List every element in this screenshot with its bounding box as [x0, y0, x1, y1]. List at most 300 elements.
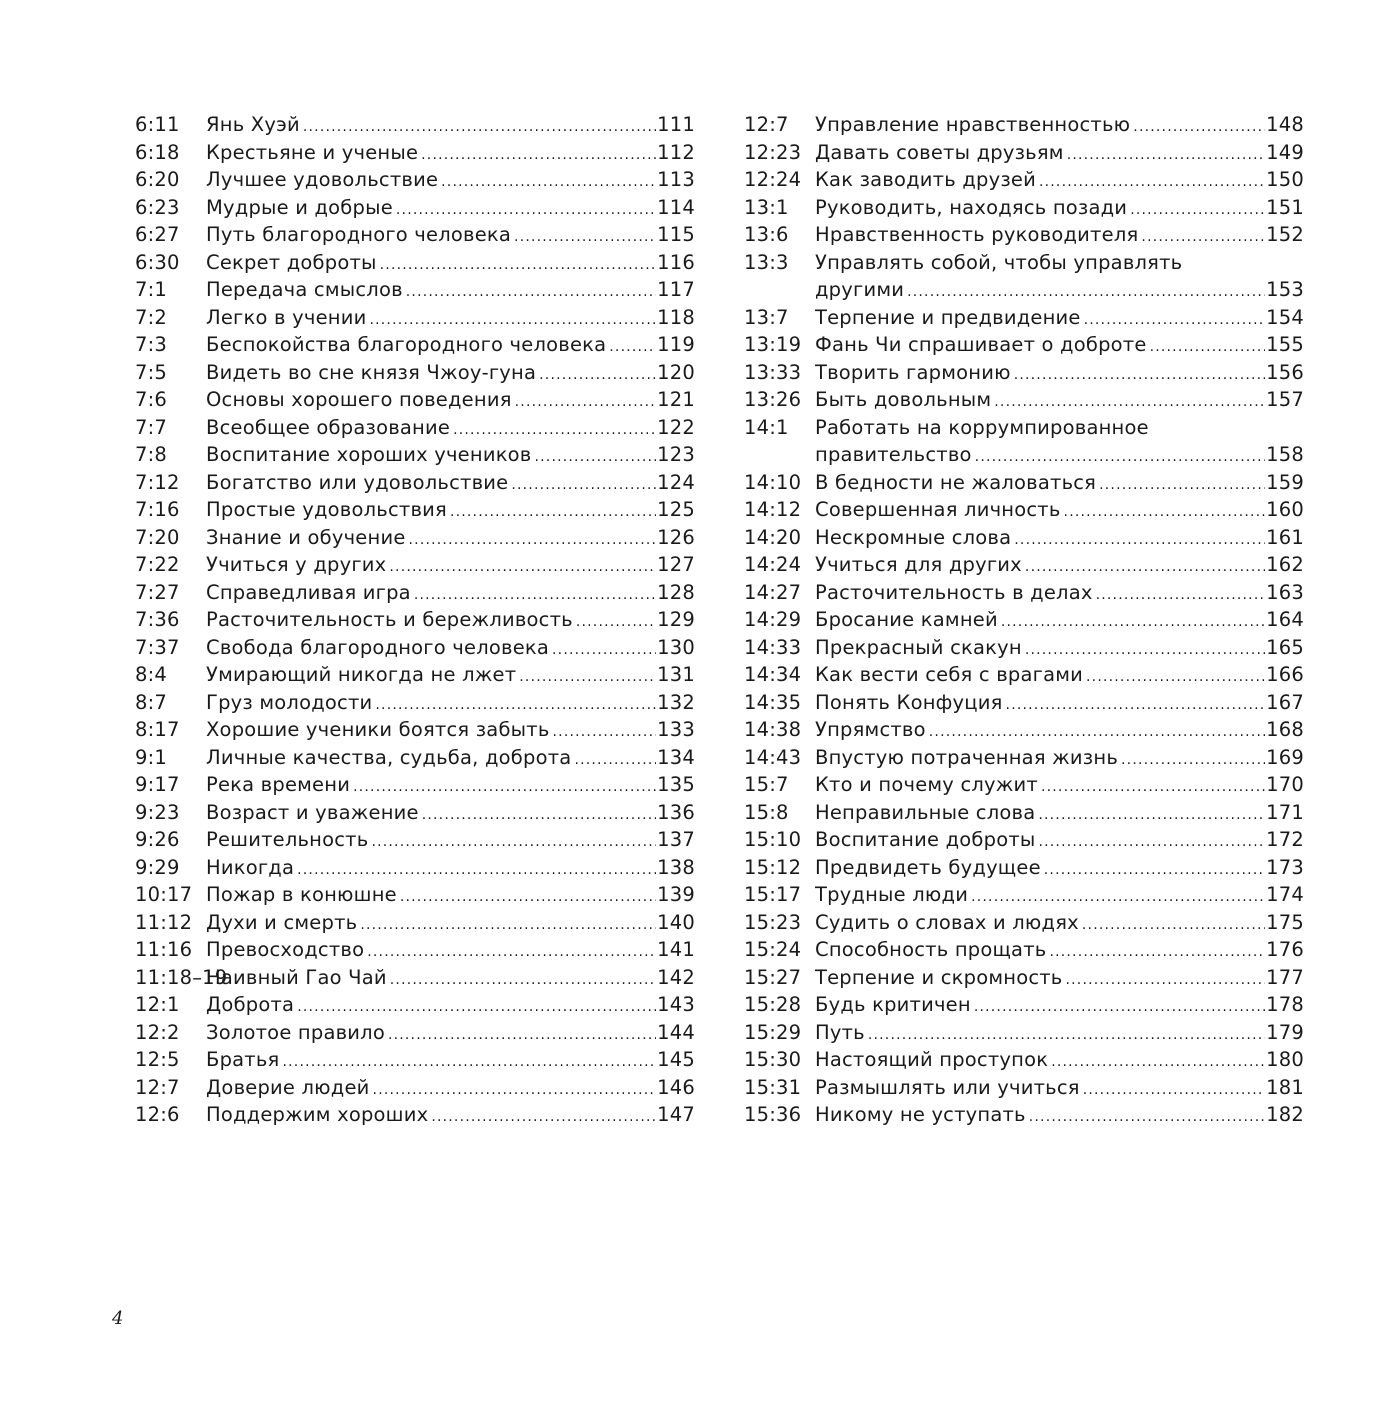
- toc-entry: [135, 799, 695, 827]
- toc-entry: [744, 854, 1304, 882]
- dot-leader: [1051, 1049, 1265, 1077]
- toc-entry: [135, 1074, 695, 1102]
- dot-leader: [1025, 554, 1265, 582]
- dot-leader: [574, 747, 656, 775]
- toc-entry: [744, 304, 1304, 332]
- toc-entry: [135, 276, 695, 304]
- toc-entry-ref: 15:30: [744, 1048, 802, 1071]
- toc-entry: [744, 909, 1304, 937]
- toc-entry-ref: 7:2: [135, 305, 167, 329]
- toc-entry-body: [815, 716, 1265, 747]
- toc-entry-title: Воспитание хороших учеников: [206, 443, 532, 466]
- toc-entry-title: Руководить, находясь позади: [815, 195, 1128, 219]
- toc-entry-ref: 12:1: [135, 993, 180, 1016]
- toc-entry-title: Трудные люди: [815, 883, 969, 906]
- toc-entry-title: Знание и обучение: [206, 525, 406, 549]
- dot-leader: [422, 802, 656, 830]
- toc-entry-page: 132: [657, 690, 695, 714]
- toc-entry-page: 164: [1266, 608, 1304, 631]
- toc-entry-title: Лучшее удовольствие: [206, 168, 439, 191]
- toc-entry-body: [815, 166, 1265, 197]
- toc-entry-body: [815, 414, 1303, 445]
- toc-entry: [744, 166, 1304, 194]
- dot-leader: [535, 444, 657, 472]
- toc-entry-page: 112: [657, 140, 695, 164]
- toc-entry-ref: 11:16: [135, 938, 193, 961]
- toc-entry-ref: 6:18: [135, 140, 180, 164]
- toc-entry-ref: 15:29: [744, 1020, 802, 1044]
- toc-entry: [744, 799, 1304, 827]
- dot-leader: [1082, 912, 1265, 940]
- dot-leader: [1038, 829, 1265, 857]
- dot-leader: [406, 279, 656, 307]
- toc-entry-body: [206, 111, 656, 142]
- dot-leader: [450, 499, 656, 527]
- dot-leader: [1039, 169, 1265, 197]
- toc-entry: [135, 854, 695, 882]
- toc-entry-body: [206, 964, 656, 995]
- toc-entry-body: [206, 414, 656, 445]
- toc-entry-ref: 15:10: [744, 828, 802, 851]
- toc-entry: [135, 661, 695, 689]
- dot-leader: [388, 1022, 656, 1050]
- toc-entry-page: 155: [1266, 333, 1304, 356]
- toc-entry-ref: 10:17: [135, 883, 193, 906]
- toc-entry-body: [206, 744, 656, 775]
- toc-entry-page: 145: [657, 1048, 695, 1071]
- toc-entry: [135, 716, 695, 744]
- toc-entry: [135, 441, 695, 469]
- toc-entry-title: Секрет доброты: [206, 250, 377, 274]
- toc-entry-ref: 15:7: [744, 773, 789, 796]
- toc-entry-body: [815, 194, 1265, 225]
- toc-entry-body: [815, 111, 1265, 142]
- toc-entry: [135, 579, 695, 607]
- dot-leader: [414, 582, 656, 610]
- dot-leader: [1014, 527, 1265, 555]
- toc-entry-body: [206, 936, 656, 967]
- toc-entry-body: [815, 661, 1265, 692]
- toc-entry: [135, 139, 695, 167]
- toc-entry-body: [206, 359, 656, 390]
- toc-entry: [744, 964, 1304, 992]
- toc-entry-body: [206, 469, 656, 500]
- toc-entry: [135, 414, 695, 442]
- dot-leader: [1084, 307, 1266, 335]
- toc-entry-body: [815, 771, 1265, 802]
- toc-entry-ref: 14:38: [744, 718, 802, 741]
- toc-entry-body: [815, 1019, 1265, 1050]
- toc-entry-page: 171: [1266, 800, 1304, 824]
- toc-entry-title: Свобода благородного человека: [206, 635, 550, 659]
- dot-leader: [539, 362, 656, 390]
- toc-entry-ref: 15:23: [744, 910, 802, 934]
- dot-leader: [1141, 224, 1265, 252]
- toc-entry-ref: 15:28: [744, 993, 802, 1016]
- toc-entry-body: [815, 276, 1265, 307]
- page-number: 4: [112, 1308, 124, 1329]
- toc-entry-title: Передача смыслов: [206, 278, 403, 301]
- toc-entry-body: [815, 991, 1265, 1022]
- toc-entry-title: Судить о словах и людях: [815, 910, 1079, 934]
- toc-entry-title: Прекрасный скакун: [815, 635, 1022, 659]
- toc-entry-ref: 15:24: [744, 938, 802, 961]
- toc-entry: [744, 579, 1304, 607]
- toc-entry-title: Кто и почему служит: [815, 773, 1038, 796]
- toc-entry-page: 157: [1266, 388, 1304, 411]
- toc-entry-title: другими: [815, 278, 905, 301]
- dot-leader: [1150, 334, 1266, 362]
- toc-entry-page: 166: [1266, 663, 1304, 686]
- toc-entry-body: [815, 1074, 1265, 1105]
- toc-entry-title: Доверие людей: [206, 1075, 370, 1099]
- toc-entry-ref: 15:36: [744, 1103, 802, 1126]
- toc-entry-ref: 12:7: [135, 1075, 180, 1099]
- toc-entry-title: Учиться у других: [206, 553, 387, 576]
- toc-entry-ref: 7:27: [135, 580, 180, 604]
- toc-entry-title: Будь критичен: [815, 993, 971, 1016]
- toc-entry-page: 153: [1266, 278, 1304, 301]
- dot-leader: [453, 417, 656, 445]
- toc-entry: [135, 634, 695, 662]
- toc-entry: [135, 1046, 695, 1074]
- toc-entry-body: [206, 1074, 656, 1105]
- toc-entry-ref: 9:29: [135, 855, 180, 879]
- toc-entry: [135, 249, 695, 277]
- toc-entry-title: Путь: [815, 1020, 865, 1044]
- toc-entry-body: [206, 524, 656, 555]
- toc-entry-title: Река времени: [206, 773, 351, 796]
- toc-entry-page: 140: [657, 910, 695, 934]
- toc-entry: [135, 991, 695, 1019]
- toc-entry-title: Терпение и предвидение: [815, 305, 1081, 329]
- toc-entry-page: 168: [1266, 718, 1304, 741]
- dot-leader: [974, 994, 1265, 1022]
- dot-leader: [360, 912, 656, 940]
- toc-entry-page: 151: [1266, 195, 1304, 219]
- toc-entry-page: 120: [657, 360, 695, 384]
- toc-entry-title: Впустую потраченная жизнь: [815, 745, 1119, 769]
- toc-entry-page: 137: [657, 828, 695, 851]
- toc-entry-body: [206, 551, 656, 582]
- toc-entry-page: 174: [1266, 883, 1304, 906]
- toc-entry-title: Золотое правило: [206, 1020, 385, 1044]
- toc-entry: [744, 139, 1304, 167]
- dot-leader: [515, 389, 657, 417]
- dot-leader: [868, 1022, 1265, 1050]
- toc-entry-body: [815, 359, 1265, 390]
- toc-entry-ref: 12:2: [135, 1020, 180, 1044]
- toc-entry-ref: 7:12: [135, 470, 180, 494]
- toc-entry: [135, 111, 695, 139]
- toc-entry-title: Всеобщее образование: [206, 415, 451, 439]
- dot-leader: [1067, 142, 1265, 170]
- dot-leader: [1130, 197, 1265, 225]
- toc-entry-ref: 6:27: [135, 223, 180, 246]
- toc-entry-body: [206, 194, 656, 225]
- toc-entry-title: Беспокойства благородного человека: [206, 333, 607, 356]
- toc-entry-ref: 14:43: [744, 745, 802, 769]
- dot-leader: [975, 444, 1266, 472]
- toc-entry-title: Груз молодости: [206, 690, 373, 714]
- toc-entry-ref: 8:4: [135, 663, 167, 686]
- toc-entry-ref: 7:16: [135, 498, 180, 521]
- toc-entry-page: 128: [657, 580, 695, 604]
- toc-entry-ref: 14:24: [744, 553, 802, 576]
- toc-entry-ref: 13:33: [744, 360, 802, 384]
- toc-entry-body: [206, 276, 656, 307]
- toc-entry-ref: 12:5: [135, 1048, 180, 1071]
- toc-entry: [744, 221, 1304, 249]
- toc-entry-ref: 15:12: [744, 855, 802, 879]
- toc-entry-title: Богатство или удовольствие: [206, 470, 509, 494]
- toc-entry-body: [815, 139, 1265, 170]
- toc-entry-ref: 7:20: [135, 525, 180, 549]
- toc-entry-body: [206, 1019, 656, 1050]
- toc-entry-title: Упрямство: [815, 718, 926, 741]
- dot-leader: [421, 142, 656, 170]
- dot-leader: [1064, 499, 1266, 527]
- toc-entry-body: [815, 524, 1265, 555]
- toc-entry-page: 182: [1266, 1103, 1304, 1126]
- toc-entry: [135, 221, 695, 249]
- dot-leader: [994, 389, 1265, 417]
- toc-entry-ref: 14:35: [744, 690, 802, 714]
- dot-leader: [609, 334, 656, 362]
- toc-entry-ref: 7:36: [135, 608, 180, 631]
- toc-entry-title: Фань Чи спрашивает о доброте: [815, 333, 1147, 356]
- toc-entry-body: [206, 661, 656, 692]
- toc-entry-ref: 9:1: [135, 745, 167, 769]
- toc-left-column: [135, 111, 695, 1129]
- toc-entry-ref: 13:6: [744, 223, 789, 246]
- toc-entry: [744, 606, 1304, 634]
- toc-entry-page: 113: [657, 168, 695, 191]
- toc-entry-body: [206, 881, 656, 912]
- toc-entry: [744, 634, 1304, 662]
- toc-entry-page: 129: [657, 608, 695, 631]
- dot-leader: [552, 637, 656, 665]
- toc-entry-page: 161: [1266, 525, 1304, 549]
- toc-entry-title: Путь благородного человека: [206, 223, 512, 246]
- toc-entry-body: [206, 139, 656, 170]
- dot-leader: [1099, 472, 1265, 500]
- dot-leader: [1025, 637, 1265, 665]
- toc-entry-page: 180: [1266, 1048, 1304, 1071]
- dot-leader: [373, 1077, 657, 1105]
- toc-entry-title: Личные качества, судьба, доброта: [206, 745, 572, 769]
- toc-entry-page: 176: [1266, 938, 1304, 961]
- toc-entry-title: Нескромные слова: [815, 525, 1012, 549]
- toc-entry-title: Братья: [206, 1048, 280, 1071]
- toc-entry-body: [815, 441, 1265, 472]
- toc-entry-ref: 11:12: [135, 910, 193, 934]
- toc-entry-page: 158: [1266, 443, 1304, 466]
- toc-entry-title: Видеть во сне князя Чжоу-гуна: [206, 360, 537, 384]
- dot-leader: [367, 939, 656, 967]
- toc-entry-ref: 9:26: [135, 828, 180, 851]
- toc-entry-ref: 6:30: [135, 250, 180, 274]
- dot-leader: [576, 609, 656, 637]
- toc-entry-title: Основы хорошего поведения: [206, 388, 512, 411]
- dot-leader: [1029, 1104, 1265, 1132]
- toc-entry-title: Как вести себя с врагами: [815, 663, 1084, 686]
- toc-entry-body: [206, 579, 656, 610]
- toc-entry-ref: 9:23: [135, 800, 180, 824]
- toc-entry: [135, 606, 695, 634]
- dot-leader: [929, 719, 1265, 747]
- toc-entry-title: Простые удовольствия: [206, 498, 447, 521]
- toc-entry-page: 121: [657, 388, 695, 411]
- toc-entry-title: Легко в учении: [206, 305, 367, 329]
- toc-entry-body: [815, 1101, 1265, 1132]
- toc-entry-page: 156: [1266, 360, 1304, 384]
- toc-entry: [135, 1019, 695, 1047]
- toc-entry-page: 143: [657, 993, 695, 1016]
- toc-entry-title: Учиться для других: [815, 553, 1022, 576]
- toc-entry-page: 111: [657, 113, 695, 136]
- toc-entry-page: 177: [1266, 965, 1304, 989]
- toc-entry-page: 125: [657, 498, 695, 521]
- toc-entry-ref: 13:7: [744, 305, 789, 329]
- toc-entry-ref: 13:19: [744, 333, 802, 356]
- toc-entry-title: Пожар в конюшне: [206, 883, 397, 906]
- toc-entry-title: Воспитание доброты: [815, 828, 1036, 851]
- toc-entry-title: Наивный Гао Чай: [206, 965, 387, 989]
- toc-entry: [135, 936, 695, 964]
- toc-entry-body: [815, 221, 1265, 252]
- dot-leader: [380, 252, 657, 280]
- toc-entry: [744, 881, 1304, 909]
- toc-entry-title: Бросание камней: [815, 608, 998, 631]
- dot-leader: [283, 1049, 657, 1077]
- toc-entry-title: Мудрые и добрые: [206, 195, 393, 219]
- toc-entry-body: [206, 634, 656, 665]
- toc-entry-title: Решительность: [206, 828, 369, 851]
- toc-entry-page: 142: [657, 965, 695, 989]
- toc-entry: [744, 386, 1304, 414]
- toc-entry-body: [206, 304, 656, 335]
- toc-entry-page: 163: [1266, 580, 1304, 604]
- dot-leader: [1049, 939, 1265, 967]
- toc-entry-title: Расточительность в делах: [815, 580, 1093, 604]
- toc-entry-body: [815, 579, 1265, 610]
- dot-leader: [396, 197, 656, 225]
- toc-entry: [744, 441, 1304, 469]
- toc-entry-ref: 11:18–19: [135, 965, 228, 989]
- toc-entry-title: Доброта: [206, 993, 295, 1016]
- toc-entry-body: [206, 799, 656, 830]
- dot-leader: [1066, 967, 1266, 995]
- dot-leader: [514, 224, 656, 252]
- toc-entry-title: Быть довольным: [815, 388, 992, 411]
- toc-entry-page: 152: [1266, 223, 1304, 246]
- toc-entry-body: [206, 854, 656, 885]
- toc-entry: [135, 689, 695, 717]
- toc-entry-body: [815, 386, 1265, 417]
- toc-entry: [135, 524, 695, 552]
- toc-entry-ref: 7:6: [135, 388, 167, 411]
- toc-entry-page: 119: [657, 333, 695, 356]
- toc-entry: [135, 194, 695, 222]
- toc-entry-title: Крестьяне и ученые: [206, 140, 419, 164]
- dot-leader: [1001, 609, 1265, 637]
- toc-entry-page: 134: [657, 745, 695, 769]
- toc-entry-ref: 14:1: [744, 415, 789, 439]
- toc-entry-title: Настоящий проступок: [815, 1048, 1049, 1071]
- dot-leader: [519, 664, 656, 692]
- toc-entry-title: Предвидеть будущее: [815, 855, 1041, 879]
- toc-entry-body: [206, 771, 656, 802]
- dot-leader: [303, 114, 656, 142]
- toc-entry-body: [815, 551, 1265, 582]
- toc-entry: [744, 249, 1304, 277]
- toc-entry-title: Возраст и уважение: [206, 800, 419, 824]
- toc-entry-ref: 14:33: [744, 635, 802, 659]
- toc-entry-page: 167: [1266, 690, 1304, 714]
- dot-leader: [907, 279, 1265, 307]
- toc-entry-page: 178: [1266, 993, 1304, 1016]
- toc-entry-body: [206, 689, 656, 720]
- toc-entry: [135, 386, 695, 414]
- toc-entry: [744, 689, 1304, 717]
- toc-entry-title: Хорошие ученики боятся забыть: [206, 718, 550, 741]
- toc-entry: [135, 469, 695, 497]
- toc-entry-body: [815, 964, 1265, 995]
- toc-entry-title: Совершенная личность: [815, 498, 1061, 521]
- toc-entry: [744, 661, 1304, 689]
- toc-entry-body: [206, 166, 656, 197]
- dot-leader: [409, 527, 657, 555]
- toc-entry-body: [815, 1046, 1265, 1077]
- toc-entry-title: Понять Конфуция: [815, 690, 1003, 714]
- toc-entry-ref: 6:20: [135, 168, 180, 191]
- toc-entry-body: [815, 249, 1303, 280]
- toc-entry: [744, 1046, 1304, 1074]
- toc-entry-page: 160: [1266, 498, 1304, 521]
- toc-entry: [744, 744, 1304, 772]
- toc-entry: [135, 496, 695, 524]
- toc-entry-page: 170: [1266, 773, 1304, 796]
- dot-leader: [971, 884, 1265, 912]
- toc-entry-ref: 15:8: [744, 800, 789, 824]
- toc-entry-page: 130: [657, 635, 695, 659]
- toc-entry-title: Терпение и скромность: [815, 965, 1063, 989]
- toc-entry-body: [206, 386, 656, 417]
- toc-entry-page: 169: [1266, 745, 1304, 769]
- toc-entry-page: 138: [657, 855, 695, 879]
- toc-entry: [135, 909, 695, 937]
- toc-entry-title: правительство: [815, 443, 972, 466]
- toc-entry: [744, 331, 1304, 359]
- toc-entry-body: [815, 744, 1265, 775]
- toc-entry-body: [206, 1046, 656, 1077]
- toc-entry-ref: 14:12: [744, 498, 802, 521]
- toc-entry: [135, 881, 695, 909]
- toc-entry-title: Превосходство: [206, 938, 365, 961]
- toc-entry-title: Неправильные слова: [815, 800, 1036, 824]
- toc-entry: [744, 716, 1304, 744]
- toc-entry-title: Никогда: [206, 855, 295, 879]
- toc-entry-body: [815, 689, 1265, 720]
- toc-entry-body: [815, 469, 1265, 500]
- toc-entry-page: 127: [657, 553, 695, 576]
- toc-entry-title: Духи и смерть: [206, 910, 358, 934]
- dot-leader: [297, 857, 656, 885]
- toc-entry-page: 126: [657, 525, 695, 549]
- toc-entry-ref: 14:20: [744, 525, 802, 549]
- toc-entry: [135, 826, 695, 854]
